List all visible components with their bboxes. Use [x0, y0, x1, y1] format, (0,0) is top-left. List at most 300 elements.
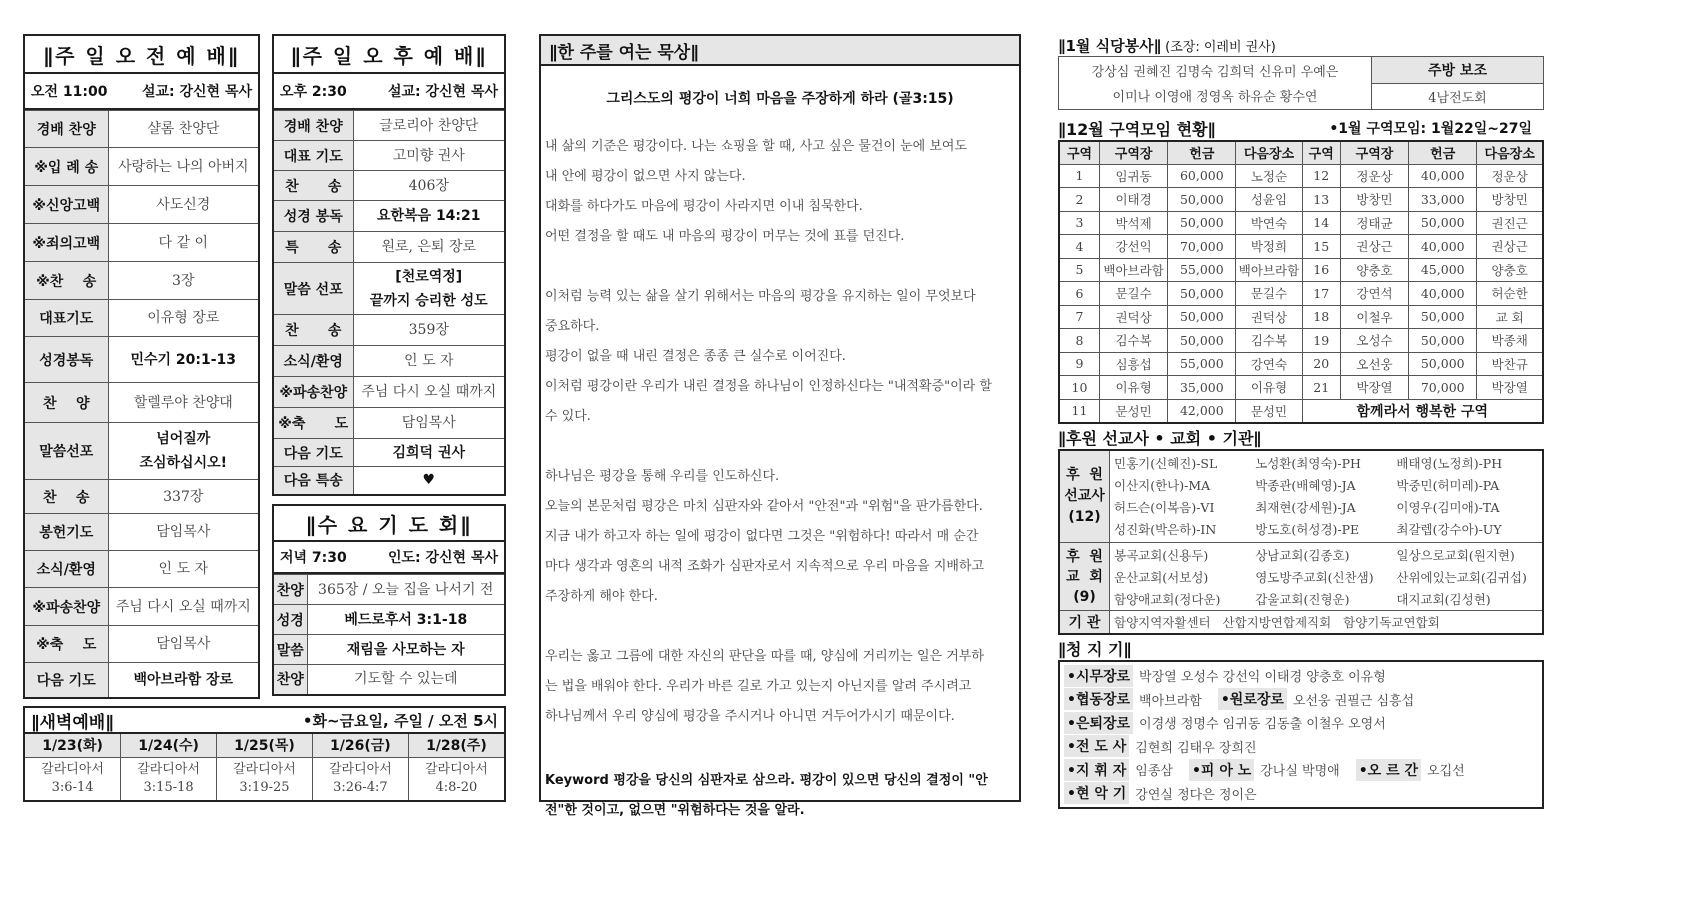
district-cell: 권상근 — [1340, 235, 1408, 259]
morning-sermon: 설교: 강신현 목사 — [141, 84, 252, 100]
dawn-text — [24, 757, 121, 801]
district-cell: 70,000 — [1168, 235, 1236, 259]
meditation-line: 하나님께서 우리 양심에 평강을 주시거나 아니면 거두어가시기 때문이다. — [545, 709, 955, 724]
afternoon-row — [273, 315, 505, 346]
morning-row — [24, 423, 259, 480]
cafeteria-title: ∥1월 식당봉사∥ — [1058, 36, 1162, 55]
elders-label: •은퇴장로 — [1064, 712, 1133, 734]
district-cell: 오성수 — [1340, 329, 1408, 353]
dawn-date: 1/24(수) — [121, 733, 217, 757]
district-cell: 40,000 — [1409, 235, 1477, 259]
wednesday-label: 찬양 — [273, 665, 307, 695]
morning-label: ※죄의고백 — [24, 224, 108, 262]
missionary: 이산지(한나)-MA — [1114, 478, 1211, 493]
church-row — [1114, 544, 1538, 566]
wednesday-row — [273, 635, 505, 665]
kitchen-label: 주방 보조 — [1372, 57, 1543, 84]
morning-label: ※찬 송 — [24, 262, 108, 300]
district-row — [1059, 235, 1543, 259]
meditation-gap — [545, 612, 1015, 642]
wednesday-row — [273, 665, 505, 695]
district-cell: 이태경 — [1100, 188, 1168, 212]
cafeteria-names-line1: 강상심 권혜진 김명숙 김희덕 신유미 우예은 — [1091, 65, 1339, 80]
afternoon-value: 주님 다시 오실 때까지 — [353, 377, 505, 408]
missionaries-label-line: (12) — [1068, 509, 1101, 525]
morning-row — [24, 111, 259, 148]
district-cell: 50,000 — [1168, 282, 1236, 306]
afternoon-value: 원로, 은퇴 장로 — [353, 232, 505, 263]
missionary-row — [1114, 518, 1538, 540]
district-cell: 9 — [1059, 352, 1100, 376]
wednesday-order-table — [272, 574, 506, 696]
district-cell: 강연숙 — [1236, 352, 1302, 376]
meditation-line: 주장하게 해야 한다. — [545, 589, 658, 604]
dawn-date: 1/23(화) — [24, 733, 121, 757]
morning-service — [23, 34, 260, 699]
district-row — [1059, 258, 1543, 282]
district-cell: 13 — [1302, 188, 1340, 212]
dawn-title: ∥새벽예배∥ — [31, 712, 114, 733]
district-cell: 권진근 — [1477, 211, 1543, 235]
morning-label: 말씀선포 — [24, 423, 108, 480]
afternoon-label: ※축 도 — [273, 408, 353, 439]
district-cell: 19 — [1302, 329, 1340, 353]
district-cell: 60,000 — [1168, 164, 1236, 188]
morning-row — [24, 300, 259, 337]
district-header-cell: 구역장 — [1100, 141, 1168, 164]
morning-value: 넘어질까 조심하십시오! — [108, 423, 259, 480]
churches-block — [1060, 543, 1542, 611]
missionary: 박중민(허미레)-PA — [1396, 478, 1500, 493]
support-section — [1058, 425, 1544, 635]
morning-value: 인 도 자 — [108, 551, 259, 588]
morning-row — [24, 186, 259, 224]
elders-row — [1064, 688, 1538, 712]
district-row — [1059, 376, 1543, 400]
missionary: 박종관(배혜영)-JA — [1255, 478, 1356, 493]
meditation-gap — [545, 432, 1015, 462]
district-cell: 16 — [1302, 258, 1340, 282]
afternoon-row — [273, 201, 505, 232]
churches-label-line: 후 원 — [1066, 548, 1103, 565]
district-cell: 50,000 — [1168, 188, 1236, 212]
district-header-cell: 다음장소 — [1477, 141, 1543, 164]
district-cell: 심흥섭 — [1100, 352, 1168, 376]
meditation-line: 수 있다. — [545, 409, 591, 424]
district-cell: 55,000 — [1168, 258, 1236, 282]
district-header-cell: 다음장소 — [1236, 141, 1302, 164]
district-cell: 백아브라함 — [1236, 258, 1302, 282]
district-header-row — [1059, 141, 1543, 164]
district-cell: 21 — [1302, 376, 1340, 400]
morning-row — [24, 551, 259, 588]
afternoon-row — [273, 467, 505, 495]
morning-value: 담임목사 — [108, 626, 259, 663]
meditation-line: 중요하다. — [545, 319, 600, 334]
church: 일상으로교회(원지현) — [1396, 548, 1515, 563]
churches-label — [1060, 543, 1110, 610]
meditation-verse: 그리스도의 평강이 너희 마음을 주장하게 하라 (골3:15) — [606, 91, 954, 107]
afternoon-service-title: ∥주 일 오 후 예 배∥ — [272, 34, 506, 74]
churches-list — [1110, 543, 1542, 610]
morning-service-title: ∥주 일 오 전 예 배∥ — [23, 34, 260, 74]
district-cell: 2 — [1059, 188, 1100, 212]
morning-value: 할렐루야 찬양대 — [108, 383, 259, 423]
district-cell: 오선웅 — [1340, 352, 1408, 376]
district-header — [1058, 116, 1544, 140]
wednesday-row — [273, 575, 505, 605]
district-cell: 50,000 — [1409, 305, 1477, 329]
missionaries-block — [1060, 451, 1542, 543]
morning-order-table — [23, 110, 260, 699]
district-row — [1059, 305, 1543, 329]
elders-names: 박장열 오성수 강선익 이태경 양충호 이유형 — [1139, 670, 1386, 686]
district-cell: 정운상 — [1340, 164, 1408, 188]
church: 함양애교회(정다운) — [1114, 592, 1221, 607]
elders-row — [1064, 782, 1538, 806]
missionary: 최재현(강세원)-JA — [1255, 500, 1356, 515]
cafeteria-leader: (조장: 이레비 권사) — [1165, 39, 1276, 55]
dawn-text — [217, 757, 313, 801]
church: 산위에있는교회(김귀섭) — [1396, 570, 1527, 585]
afternoon-row — [273, 408, 505, 439]
morning-row — [24, 514, 259, 551]
church: 대지교회(김성현) — [1396, 592, 1491, 607]
district-cell: 강연석 — [1340, 282, 1408, 306]
morning-value: 이유형 장로 — [108, 300, 259, 337]
meditation-line: 대화를 하다가도 마음에 평강이 사라지면 이내 침묵한다. — [545, 199, 863, 214]
dawn-service — [23, 706, 506, 802]
dawn-ref: 3:15-18 — [143, 779, 194, 795]
afternoon-row — [273, 111, 505, 141]
churches-label-line: 교 회 — [1066, 568, 1103, 585]
district-row — [1059, 282, 1543, 306]
elders-names: 이경생 정명수 임귀동 김동출 이철우 오영서 — [1139, 717, 1386, 733]
missionary: 성진화(박은하)-IN — [1114, 522, 1217, 537]
dawn-book: 갈라디아서 — [41, 761, 104, 777]
district-cell: 50,000 — [1168, 211, 1236, 235]
afternoon-service-info — [272, 74, 506, 110]
meditation-line: 우리는 옳고 그름에 대한 자신의 판단을 따를 때, 양심에 거리끼는 일은 거부하 — [545, 649, 984, 664]
elders-row — [1064, 758, 1538, 782]
kitchen-assist — [1372, 57, 1543, 109]
missionary: 민홍기(신혜진)-SL — [1114, 456, 1218, 471]
missionary: 이영우(김미애)-TA — [1396, 500, 1500, 515]
meditation-body — [541, 132, 1019, 762]
morning-time: 오전 11:00 — [31, 84, 108, 100]
morning-label: 대표기도 — [24, 300, 108, 337]
wednesday-title: ∥수 요 기 도 회∥ — [272, 504, 506, 542]
elders-names: 오깁선 — [1427, 764, 1465, 780]
district-cell: 박연숙 — [1236, 211, 1302, 235]
morning-label: 성경봉독 — [24, 337, 108, 383]
district-cell: 40,000 — [1409, 282, 1477, 306]
meditation-line: 이처럼 능력 있는 삶을 살기 위해서는 마음의 평강을 유지하는 일이 무엇보다 — [545, 289, 976, 304]
church: 갑울교회(진형운) — [1255, 592, 1350, 607]
district-cell: 18 — [1302, 305, 1340, 329]
meditation-line: 는 법을 배워야 한다. 우리가 바른 길로 가고 있는지 아닌지를 알려 주시려고 — [545, 679, 972, 694]
afternoon-row — [273, 377, 505, 408]
wednesday-label: 말씀 — [273, 635, 307, 665]
afternoon-value: 359장 — [353, 315, 505, 346]
district-cell: 권상근 — [1477, 235, 1543, 259]
afternoon-row — [273, 232, 505, 263]
district-header-cell: 구역장 — [1340, 141, 1408, 164]
elders-names: 임종삼 — [1135, 764, 1173, 780]
district-title: ∥12월 구역모임 현황∥ — [1058, 119, 1216, 139]
district-cell: 박찬규 — [1477, 352, 1543, 376]
district-row — [1059, 164, 1543, 188]
district-cell: 권덕상 — [1100, 305, 1168, 329]
meditation-line: 내 삶의 기준은 평강이다. 나는 쇼핑을 할 때, 사고 싶은 물건이 눈에 보여도 — [545, 139, 968, 154]
district-meetings — [1058, 116, 1544, 424]
meditation-line: 내 안에 평강이 없으면 사지 않는다. — [545, 169, 746, 184]
dawn-date: 1/26(금) — [312, 733, 408, 757]
wednesday-value: 365장 / 오늘 집을 나서기 전 — [307, 575, 505, 605]
missionary: 방도호(허성경)-PE — [1255, 522, 1360, 537]
morning-row — [24, 337, 259, 383]
district-cell: 박정희 — [1236, 235, 1302, 259]
wednesday-row — [273, 605, 505, 635]
district-cell: 박종채 — [1477, 329, 1543, 353]
elders-label: •현 악 기 — [1064, 782, 1129, 804]
morning-label: ※신앙고백 — [24, 186, 108, 224]
afternoon-value: 김희덕 권사 — [353, 439, 505, 467]
district-row — [1059, 329, 1543, 353]
district-row — [1059, 188, 1543, 212]
missionaries-label-line: 선교사 — [1064, 488, 1105, 504]
meditation-line: 평강이 없을 때 내린 결정은 종종 큰 실수로 이어진다. — [545, 349, 846, 364]
elders-box — [1058, 660, 1544, 809]
morning-label: 경배 찬양 — [24, 111, 108, 148]
district-cell: 교 회 — [1477, 305, 1543, 329]
district-cell: 박석제 — [1100, 211, 1168, 235]
dawn-dates-row — [24, 733, 505, 757]
afternoon-value: [천로역정] 끝까지 승리한 성도 — [353, 263, 505, 315]
district-cell: 문성민 — [1236, 399, 1302, 423]
church: 운산교회(서보성) — [1114, 570, 1209, 585]
district-header-cell: 구역 — [1059, 141, 1100, 164]
dawn-text — [312, 757, 408, 801]
dawn-book: 갈라디아서 — [425, 761, 488, 777]
district-cell: 11 — [1059, 399, 1100, 423]
afternoon-value: 406장 — [353, 171, 505, 201]
elders-names: 오선웅 권필근 심흥섭 — [1292, 693, 1415, 709]
keyword-line-2: 전"한 것이고, 없으면 "위험하다는 것을 알라. — [545, 803, 805, 818]
district-cell: 문길수 — [1236, 282, 1302, 306]
support-box — [1058, 449, 1544, 635]
wednesday-leader: 인도: 강신현 목사 — [387, 550, 498, 566]
missionary: 노성환(최영숙)-PH — [1255, 456, 1361, 471]
afternoon-service — [272, 34, 506, 496]
meditation-line: 어떤 결정을 할 때도 내 마음의 평강이 머무는 것에 표를 던진다. — [545, 229, 905, 244]
afternoon-row — [273, 171, 505, 201]
wednesday-prayer — [272, 504, 506, 696]
meditation-panel — [539, 34, 1021, 818]
keyword-line-1: Keyword 평강을 당신의 심판자로 삼으라. 평강이 있으면 당신의 결정이 "안 — [545, 773, 988, 788]
wednesday-label: 찬양 — [273, 575, 307, 605]
dawn-texts-row — [24, 757, 505, 801]
morning-value: 다 같 이 — [108, 224, 259, 262]
morning-row — [24, 588, 259, 626]
churches-label-line: (9) — [1073, 588, 1096, 605]
district-cell: 70,000 — [1409, 376, 1477, 400]
missionary: 최갈렙(강수아)-UY — [1396, 522, 1502, 537]
elders-label: •오 르 간 — [1356, 759, 1421, 781]
elders-names: 김현희 김태우 장희진 — [1135, 740, 1257, 756]
afternoon-sermon: 설교: 강신현 목사 — [387, 84, 498, 100]
dawn-date: 1/25(목) — [217, 733, 313, 757]
elders-row — [1064, 711, 1538, 735]
morning-label: 찬 송 — [24, 480, 108, 514]
district-cell: 17 — [1302, 282, 1340, 306]
district-cell: 권덕상 — [1236, 305, 1302, 329]
church: 상남교회(김종호) — [1255, 548, 1350, 563]
district-cell: 33,000 — [1409, 188, 1477, 212]
cafeteria-service — [1058, 34, 1544, 110]
dawn-ref: 3:26-4:7 — [333, 779, 388, 795]
district-cell: 김수복 — [1100, 329, 1168, 353]
afternoon-label: 성경 봉독 — [273, 201, 353, 232]
elders-label: •지 휘 자 — [1064, 759, 1129, 781]
district-cell: 임귀동 — [1100, 164, 1168, 188]
afternoon-label: 소식/환영 — [273, 346, 353, 377]
morning-label: ※입 례 송 — [24, 148, 108, 186]
morning-row — [24, 148, 259, 186]
district-cell: 5 — [1059, 258, 1100, 282]
district-cell: 8 — [1059, 329, 1100, 353]
elders-label: •원로장로 — [1218, 688, 1287, 710]
morning-value: 주님 다시 오실 때까지 — [108, 588, 259, 626]
church-row — [1114, 566, 1538, 588]
district-cell: 성윤임 — [1236, 188, 1302, 212]
afternoon-label: 찬 송 — [273, 315, 353, 346]
meditation-line: 마다 생각과 영혼의 내적 조화가 심판자로서 지속적으로 우리 마음을 지배하고 — [545, 559, 985, 574]
cafeteria-box — [1058, 56, 1544, 110]
missionaries-label — [1060, 451, 1110, 542]
morning-row — [24, 224, 259, 262]
district-cell: 42,000 — [1168, 399, 1236, 423]
district-row — [1059, 211, 1543, 235]
afternoon-label: 말씀 선포 — [273, 263, 353, 315]
morning-value: 샬롬 찬양단 — [108, 111, 259, 148]
district-cell: 50,000 — [1168, 329, 1236, 353]
dawn-note: •화~금요일, 주일 / 오전 5시 — [302, 711, 498, 730]
district-cell: 50,000 — [1409, 352, 1477, 376]
missionary: 허드슨(이복음)-VI — [1114, 500, 1215, 515]
district-cell: 박장열 — [1340, 376, 1408, 400]
dawn-book: 갈라디아서 — [137, 761, 200, 777]
afternoon-row — [273, 263, 505, 315]
district-cell: 정태균 — [1340, 211, 1408, 235]
district-cell: 35,000 — [1168, 376, 1236, 400]
district-cell: 정운상 — [1477, 164, 1543, 188]
morning-value: 사도신경 — [108, 186, 259, 224]
district-cell: 20 — [1302, 352, 1340, 376]
district-cell: 14 — [1302, 211, 1340, 235]
district-cell: 노정순 — [1236, 164, 1302, 188]
afternoon-row — [273, 141, 505, 171]
wednesday-time: 저녁 7:30 — [280, 550, 347, 566]
wednesday-value: 재림을 사모하는 자 — [307, 635, 505, 665]
afternoon-time: 오후 2:30 — [280, 84, 347, 100]
elders-label: •피 아 노 — [1189, 759, 1254, 781]
dawn-date: 1/28(주) — [408, 733, 505, 757]
district-motto: 함께라서 행복한 구역 — [1302, 399, 1543, 423]
district-cell: 50,000 — [1409, 211, 1477, 235]
dawn-ref: 3:6-14 — [51, 779, 94, 795]
elders-title: ∥청 지 기∥ — [1058, 639, 1132, 659]
morning-label: 소식/환영 — [24, 551, 108, 588]
missionary-row — [1114, 496, 1538, 518]
district-cell: 문길수 — [1100, 282, 1168, 306]
district-cell: 허순한 — [1477, 282, 1543, 306]
morning-value: 사랑하는 나의 아버지 — [108, 148, 259, 186]
district-row — [1059, 352, 1543, 376]
afternoon-label: 특 송 — [273, 232, 353, 263]
orgs-list: 함양지역자활센터 산합지방연합제직회 함양기독교연합회 — [1114, 615, 1440, 630]
morning-label: 찬 양 — [24, 383, 108, 423]
district-cell: 박장열 — [1477, 376, 1543, 400]
district-cell: 50,000 — [1168, 305, 1236, 329]
dawn-book: 갈라디아서 — [233, 761, 296, 777]
morning-label: ※축 도 — [24, 626, 108, 663]
morning-value: 337장 — [108, 480, 259, 514]
meditation-line: 이처럼 평강이란 우리가 내린 결정을 하나님이 인정하신다는 "내적확증"이라 할 — [545, 379, 992, 394]
afternoon-value: 요한복음 14:21 — [353, 201, 505, 232]
district-cell: 양충호 — [1340, 258, 1408, 282]
district-cell: 40,000 — [1409, 164, 1477, 188]
district-header-cell: 헌금 — [1409, 141, 1477, 164]
wednesday-value: 베드로후서 3:1-18 — [307, 605, 505, 635]
morning-value: 민수기 20:1-13 — [108, 337, 259, 383]
meditation-keyword — [541, 762, 1019, 826]
district-cell: 7 — [1059, 305, 1100, 329]
district-cell: 6 — [1059, 282, 1100, 306]
morning-value: 담임목사 — [108, 514, 259, 551]
district-cell: 10 — [1059, 376, 1100, 400]
orgs-block — [1060, 611, 1542, 633]
district-last-row — [1059, 399, 1543, 423]
morning-row — [24, 626, 259, 663]
afternoon-value: 담임목사 — [353, 408, 505, 439]
district-header-cell: 구역 — [1302, 141, 1340, 164]
afternoon-value: 인 도 자 — [353, 346, 505, 377]
elders-names: 백아브라함 — [1139, 693, 1202, 709]
elders-label: •협동장로 — [1064, 688, 1133, 710]
morning-row — [24, 383, 259, 423]
wednesday-label: 성경 — [273, 605, 307, 635]
morning-row — [24, 480, 259, 514]
elders-label: •시무장로 — [1064, 665, 1133, 687]
district-cell: 3 — [1059, 211, 1100, 235]
meditation-title: ∥한 주를 여는 묵상∥ — [541, 36, 1019, 66]
elders-row — [1064, 735, 1538, 759]
church: 영도방주교회(신찬샘) — [1255, 570, 1374, 585]
dawn-ref: 4:8-20 — [435, 779, 478, 795]
morning-label: 봉헌기도 — [24, 514, 108, 551]
elders-label: •전 도 사 — [1064, 735, 1129, 757]
afternoon-label: ※파송찬양 — [273, 377, 353, 408]
meditation-line: 오늘의 본문처럼 평강은 마치 심판자와 같아서 "안전"과 "위험"을 판가름한다. — [545, 499, 983, 514]
district-table — [1058, 140, 1544, 424]
kitchen-value: 4남전도회 — [1428, 91, 1487, 106]
afternoon-label: 찬 송 — [273, 171, 353, 201]
church: 봉곡교회(신용두) — [1114, 548, 1209, 563]
district-header-cell: 헌금 — [1168, 141, 1236, 164]
afternoon-row — [273, 346, 505, 377]
meditation-gap — [545, 252, 1015, 282]
